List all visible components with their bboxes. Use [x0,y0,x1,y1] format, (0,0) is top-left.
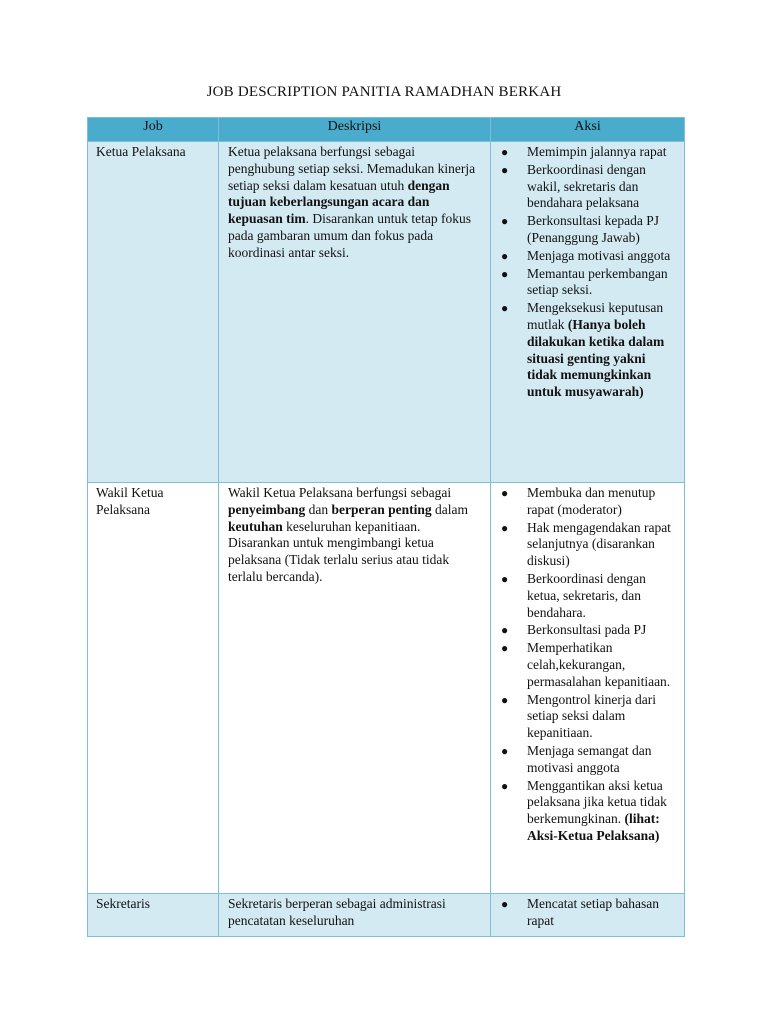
description-emphasis: keutuhan [228,518,283,534]
description-text: Sekretaris berperan sebagai administrasi pencatatan keseluruhan [228,896,446,928]
action-item [501,777,678,845]
action-text: Mencatat setiap bahasan rapat [527,896,659,928]
action-text: Berkoordinasi dengan wakil, sekretaris dan bendahara pelaksana [527,161,646,211]
description-text: dan [305,501,332,517]
action-list [491,485,678,845]
job-cell: Wakil Ketua Pelaksana [88,483,219,894]
bullet-icon: ● [501,248,509,263]
action-text: Mengeksekusi keputusan mutlak [527,300,664,332]
action-text: Hak mengagendakan rapat selanjutnya (disarankan diskusi) [527,519,671,569]
description-emphasis: berperan penting [331,501,432,517]
bullet-icon: ● [501,486,509,500]
bullet-icon: ● [501,162,509,177]
action-text: Berkonsultasi kepada PJ (Penanggung Jawab) [527,213,659,245]
action-cell [491,894,685,937]
header-deskripsi: Deskripsi [219,118,491,142]
action-text: Membuka dan menutup rapat (moderator) [527,485,656,517]
action-note: (Hanya boleh dilakukan ketika dalam situasi genting yakni tidak memungkinkan untuk musyawarah) [527,316,665,400]
job-cell: Ketua Pelaksana [88,142,219,483]
bullet-icon: ● [501,641,509,656]
bullet-icon: ● [501,692,509,707]
bullet-icon: ● [501,145,509,159]
action-item [501,519,678,570]
action-cell [491,142,685,483]
action-item [501,265,678,300]
action-item [501,896,678,930]
action-text: Memantau perkembangan setiap seksi. [527,265,668,298]
action-item [501,640,678,690]
bullet-icon: ● [501,301,509,316]
document-title: JOB DESCRIPTION PANITIA RAMADHAN BERKAH [206,84,562,100]
description-cell [219,142,491,483]
action-text: Menjaga semangat dan motivasi anggota [527,742,652,775]
action-text: Berkoordinasi dengan ketua, sekretaris, dan bendahara. [527,570,646,620]
action-item [501,742,678,777]
job-description-table [87,117,685,937]
table-row [88,483,685,894]
bullet-icon: ● [501,623,509,638]
table-header-row [88,118,685,142]
bullet-icon: ● [501,897,509,911]
action-text: Menjaga motivasi anggota [527,247,671,263]
table-row [88,142,685,483]
description-emphasis: penyeimbang [228,501,306,517]
action-item [501,300,678,401]
action-text: Memperhatikan celah,kekurangan, permasalahan kepanitiaan. [527,640,671,689]
action-item [501,213,678,247]
action-text: Memimpin jalannya rapat [527,144,667,159]
action-cell [491,483,685,894]
action-text: Menggantikan aksi ketua pelaksana jika ketua tidak berkemungkinan. [527,777,667,827]
action-text: Mengontrol kinerja dari setiap seksi dalam kepanitiaan. [527,691,656,741]
bullet-icon: ● [501,778,509,793]
action-item [501,570,678,621]
action-item [501,485,678,519]
description-text: Wakil Ketua Pelaksana berfungsi sebagai [228,485,452,500]
action-text: Berkonsultasi pada PJ [527,622,647,638]
table-row [88,894,685,937]
description-cell [219,894,491,937]
bullet-icon: ● [501,266,509,281]
job-cell: Sekretaris [88,894,219,937]
action-item [501,691,678,742]
description-text: . Disarankan untuk tetap fokus pada gambaran umum dan fokus pada koordinasi antar seksi. [228,211,471,260]
action-item [501,144,678,161]
description-text: dalam [431,501,469,517]
bullet-icon: ● [501,214,509,229]
action-item [501,622,678,639]
description-cell [219,483,491,894]
action-item [501,247,678,265]
header-job: Job [88,118,219,142]
description-text: keseluruhan kepanitiaan. Disarankan untuk mengimbangi ketua pelaksana (Tidak terlalu serius atau tidak terlalu bercanda). [228,518,450,584]
bullet-icon: ● [501,743,509,758]
header-aksi: Aksi [491,118,685,142]
bullet-icon: ● [501,571,509,586]
action-item [501,161,678,212]
bullet-icon: ● [501,520,509,535]
description-text: Ketua pelaksana berfungsi sebagai penghubung setiap seksi. Memadukan kinerja setiap seksi dalam kesatuan utuh [228,144,476,193]
action-list [491,896,678,930]
action-list [491,144,678,401]
action-note: (lihat: Aksi-Ketua Pelaksana) [527,811,660,843]
description-emphasis: dengan tujuan keberlangsungan acara dan kepuasan tim [228,177,450,227]
